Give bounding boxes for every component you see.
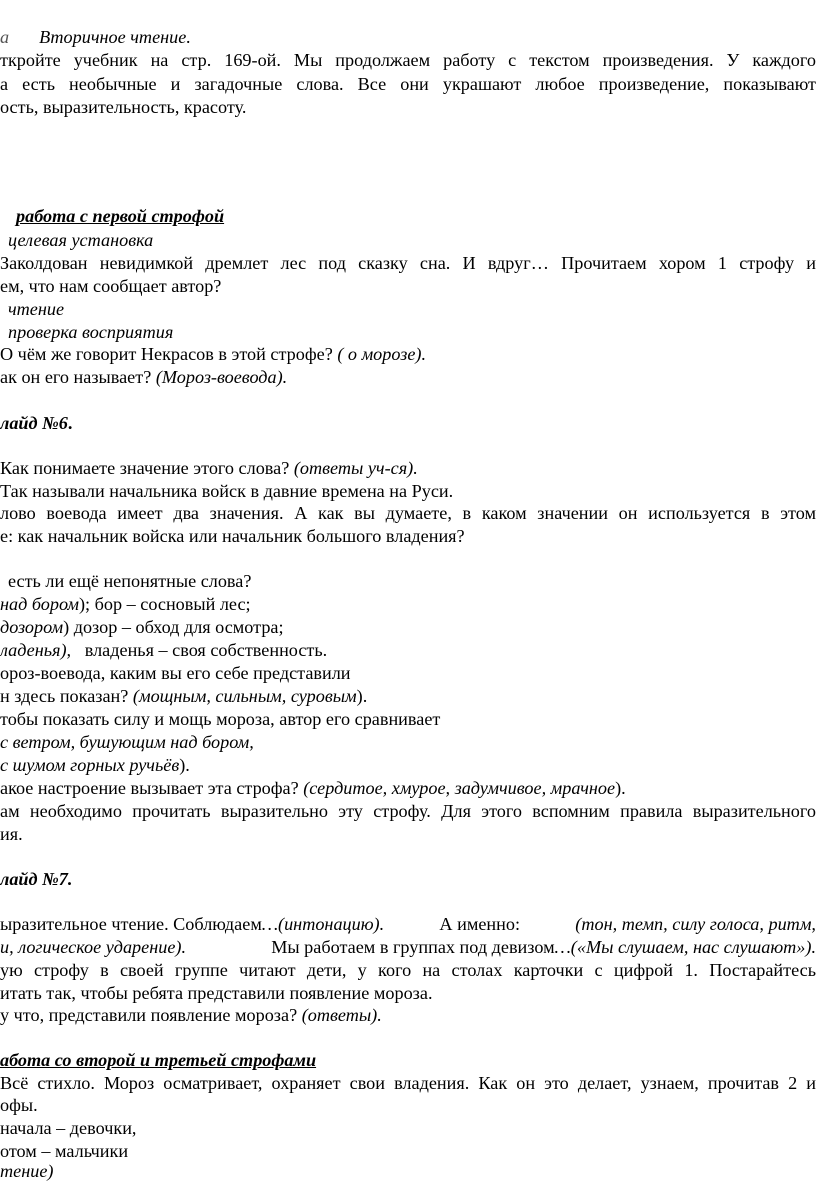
question-line: Как понимаете значение этого слова? (ответы уч-ся).: [0, 458, 418, 478]
vocab-line: дозором) дозор – обход для осмотра;: [0, 617, 284, 637]
paragraph-line: Так называли начальника войск в давние времена на Руси.: [0, 481, 454, 501]
paragraph-line: а есть необычные и загадочные слова. Все они украшают любое произведение, показывают: [0, 74, 816, 94]
paragraph-line: Всё стихло. Мороз осматривает, охраняет свои владения. Как он это делает, узнаем, прочитав 2 и: [0, 1073, 816, 1093]
paragraph-line: ую строфу в своей группе читают дети, у кого на столах карточки с цифрой 1. Постарайтесь: [0, 960, 816, 980]
section-heading-first-stanza: работа с первой строфой: [16, 206, 225, 226]
question-line: н здесь показан? (мощным, сильным, суровым).: [0, 686, 368, 706]
paragraph-line: лово воевода имеет два значения. А как вы думаете, в каком значении он используется в этом: [0, 503, 816, 523]
paragraph-line: ия.: [0, 824, 23, 844]
paragraph-line: ость, выразительность, красоту.: [0, 97, 247, 117]
paragraph-line: тобы показать силу и мощь мороза, автор его сравнивает: [0, 709, 441, 729]
slide-6-label: лайд №6.: [0, 413, 73, 433]
comparison-line: с шумом горных ручьёв).: [0, 755, 190, 775]
paragraph-line: ыразительное чтение. Соблюдаем…(интонацию). А именно: (тон, темп, силу голоса, ритм,: [0, 914, 816, 934]
question-line: ак он его называет? (Мороз-воевода).: [0, 367, 288, 387]
slide-7-label: лайд №7.: [0, 869, 73, 889]
paragraph-line: офы.: [0, 1095, 38, 1115]
paragraph-line: ам необходимо прочитать выразительно эту строфу. Для этого вспомним правила выразительного: [0, 801, 816, 821]
question-line: у что, представили появление мороза? (ответы).: [0, 1005, 382, 1025]
question-line: акое настроение вызывает эта строфа? (сердитое, хмурое, задумчивое, мрачное).: [0, 778, 626, 798]
step-reading: чтение: [8, 299, 65, 319]
step-check: проверка восприятия: [8, 322, 174, 342]
step-target: целевая установка: [8, 230, 154, 250]
paragraph-line: итать так, чтобы ребята представили появление мороза.: [0, 983, 433, 1003]
question-line: О чём же говорит Некрасов в этой строфе? ( о морозе).: [0, 344, 426, 364]
question-line: есть ли ещё непонятные слова?: [8, 571, 252, 591]
section-heading-second-third-stanza: абота со второй и третьей строфами: [0, 1050, 317, 1070]
list-line: отом – мальчики: [0, 1141, 129, 1161]
heading-secondary-reading: Вторичное чтение.: [39, 27, 191, 47]
paragraph-line: Заколдован невидимкой дремлет лес под сказку сна. И вдруг… Прочитаем хором 1 строфу и: [0, 253, 816, 273]
paragraph-line: ткройте учебник на стр. 169-ой. Мы продолжаем работу с текстом произведения. У каждого: [0, 50, 816, 70]
vocab-line: над бором); бор – сосновый лес;: [0, 594, 251, 614]
paragraph-line: и, логическое ударение). Мы работаем в группах под девизом…(«Мы слушаем, нас слушают»).: [0, 937, 816, 957]
line-secondary-reading: [0, 26, 191, 48]
paragraph-line: ем, что нам сообщает автор?: [0, 276, 222, 296]
step-reading-end: тение): [0, 1161, 54, 1181]
paragraph-line: ороз-воевода, каким вы его себе представили: [0, 663, 351, 683]
vocab-line: ладенья), владенья – своя собственность.: [0, 640, 328, 660]
comparison-line: с ветром, бушующим над бором,: [0, 732, 254, 752]
list-line: начала – девочки,: [0, 1118, 137, 1138]
paragraph-line: е: как начальник войска или начальник большого владения?: [0, 526, 465, 546]
stray-letter: а: [0, 27, 10, 47]
